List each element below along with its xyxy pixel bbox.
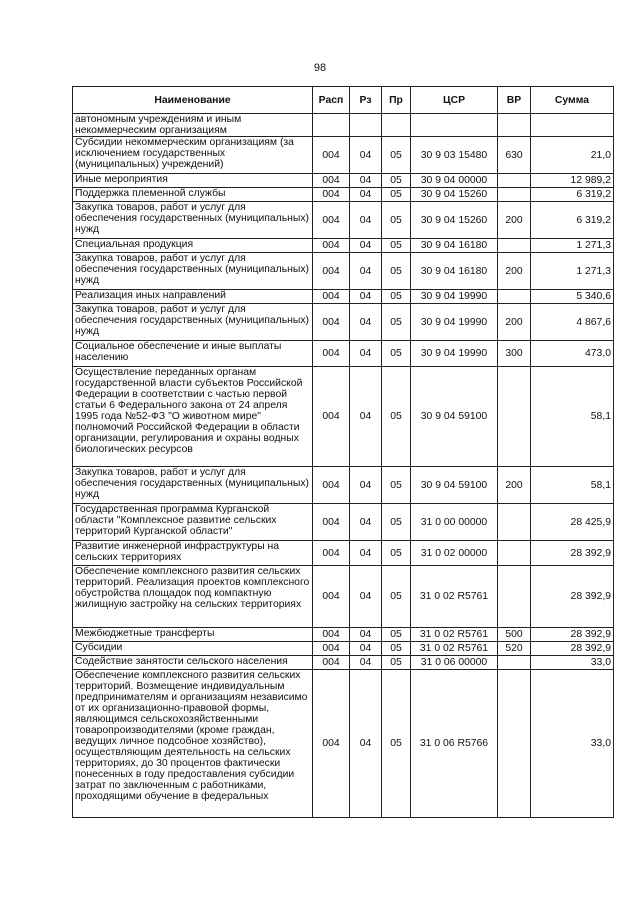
row-rz: 04 (350, 202, 382, 239)
row-rasp: 004 (313, 541, 350, 566)
row-rz: 04 (350, 290, 382, 304)
row-pr: 05 (382, 253, 411, 290)
row-rasp: 004 (313, 628, 350, 642)
row-pr: 05 (382, 341, 411, 367)
row-rz: 04 (350, 239, 382, 253)
row-rasp: 004 (313, 467, 350, 504)
row-csr: 30 9 04 59100 (411, 367, 498, 467)
row-rasp: 004 (313, 566, 350, 628)
header-rasp: Расп (313, 87, 350, 114)
row-sum: 28 392,9 (531, 566, 614, 628)
row-csr: 31 0 02 R5761 (411, 628, 498, 642)
table-row (73, 239, 614, 253)
row-rz: 04 (350, 467, 382, 504)
row-name: Обеспечение комплексного развития сельских территорий. Возмещение индивидуальным предпринимателям и организациям независимо от их организационно-правовой формы, являющимся сельскохозяйственными товаропроизводителями (кроме граждан, ведущих личное подсобное хозяйство), осуществляющим деятельность на сельских территориях, до 30 процентов фактически понесенных в году предоставления субсидии затрат по заключенным с работниками, проходящими обучение в федеральных (73, 670, 313, 818)
row-name: Поддержка племенной службы (73, 188, 313, 202)
row-name: Субсидии (73, 642, 313, 656)
header-sum: Сумма (531, 87, 614, 114)
row-rasp: 004 (313, 290, 350, 304)
row-rz: 04 (350, 504, 382, 541)
row-pr: 05 (382, 541, 411, 566)
row-name: Закупка товаров, работ и услуг для обеспечения государственных (муниципальных) нужд (73, 304, 313, 341)
row-sum: 1 271,3 (531, 253, 614, 290)
row-pr: 05 (382, 628, 411, 642)
row-name: Закупка товаров, работ и услуг для обеспечения государственных (муниципальных) нужд (73, 253, 313, 290)
row-sum: 58,1 (531, 467, 614, 504)
row-rasp: 004 (313, 239, 350, 253)
row-pr: 05 (382, 239, 411, 253)
header-rz: Рз (350, 87, 382, 114)
row-rz: 04 (350, 642, 382, 656)
row-vr (498, 670, 531, 818)
row-pr: 05 (382, 202, 411, 239)
row-sum: 28 392,9 (531, 642, 614, 656)
row-csr: 31 0 00 00000 (411, 504, 498, 541)
row-csr: 31 0 06 R5766 (411, 670, 498, 818)
row-rz: 04 (350, 628, 382, 642)
row-pr: 05 (382, 367, 411, 467)
row-pr: 05 (382, 566, 411, 628)
row-rasp: 004 (313, 304, 350, 341)
row-name: Межбюджетные трансферты (73, 628, 313, 642)
row-rz: 04 (350, 188, 382, 202)
row-sum: 21,0 (531, 137, 614, 174)
row-name: автономным учреждениям и иным некоммерческим организациям (73, 114, 313, 137)
row-sum: 6 319,2 (531, 202, 614, 239)
row-vr (498, 566, 531, 628)
row-sum: 5 340,6 (531, 290, 614, 304)
row-name: Реализация иных направлений (73, 290, 313, 304)
row-sum: 33,0 (531, 670, 614, 818)
table-row (73, 114, 614, 137)
row-sum: 473,0 (531, 341, 614, 367)
row-csr: 30 9 04 16180 (411, 239, 498, 253)
row-csr: 30 9 04 15260 (411, 188, 498, 202)
row-vr (498, 290, 531, 304)
row-sum: 6 319,2 (531, 188, 614, 202)
row-sum: 28 392,9 (531, 541, 614, 566)
table-header-row (73, 87, 614, 114)
table-row (73, 656, 614, 670)
row-csr: 30 9 04 00000 (411, 174, 498, 188)
row-csr: 31 0 02 00000 (411, 541, 498, 566)
row-name: Социальное обеспечение и иные выплаты населению (73, 341, 313, 367)
row-sum: 12 989,2 (531, 174, 614, 188)
row-rz: 04 (350, 137, 382, 174)
row-rasp (313, 114, 350, 137)
row-vr: 200 (498, 253, 531, 290)
row-name: Государственная программа Курганской области "Комплексное развитие сельских территорий Курганской области" (73, 504, 313, 541)
table-row (73, 467, 614, 504)
header-pr: Пр (382, 87, 411, 114)
row-rz: 04 (350, 253, 382, 290)
row-rasp: 004 (313, 367, 350, 467)
row-pr: 05 (382, 137, 411, 174)
row-csr: 31 0 02 R5761 (411, 642, 498, 656)
table-row (73, 504, 614, 541)
row-rasp: 004 (313, 253, 350, 290)
header-name: Наименование (73, 87, 313, 114)
row-sum: 1 271,3 (531, 239, 614, 253)
row-pr: 05 (382, 290, 411, 304)
row-vr: 500 (498, 628, 531, 642)
table-row (73, 670, 614, 818)
row-pr: 05 (382, 174, 411, 188)
table-row (73, 202, 614, 239)
row-csr: 30 9 04 16180 (411, 253, 498, 290)
row-name: Закупка товаров, работ и услуг для обеспечения государственных (муниципальных) нужд (73, 467, 313, 504)
row-sum: 33,0 (531, 656, 614, 670)
row-csr: 30 9 04 19990 (411, 341, 498, 367)
row-vr: 200 (498, 202, 531, 239)
row-vr: 630 (498, 137, 531, 174)
table-row (73, 566, 614, 628)
row-name: Развитие инженерной инфраструктуры на сельских территориях (73, 541, 313, 566)
row-rasp: 004 (313, 174, 350, 188)
row-pr: 05 (382, 504, 411, 541)
header-csr: ЦСР (411, 87, 498, 114)
row-vr: 200 (498, 467, 531, 504)
table-row (73, 541, 614, 566)
row-rasp: 004 (313, 504, 350, 541)
table-row (73, 188, 614, 202)
table-row (73, 137, 614, 174)
row-vr: 200 (498, 304, 531, 341)
header-vr: ВР (498, 87, 531, 114)
row-rasp: 004 (313, 642, 350, 656)
row-vr (498, 188, 531, 202)
row-name: Обеспечение комплексного развития сельских территорий. Реализация проектов комплексного обустройства площадок под компактную жилищную застройку на сельских территориях (73, 566, 313, 628)
row-name: Содействие занятости сельского населения (73, 656, 313, 670)
row-vr (498, 656, 531, 670)
row-csr: 31 0 02 R5761 (411, 566, 498, 628)
row-pr: 05 (382, 188, 411, 202)
row-rz: 04 (350, 367, 382, 467)
row-pr: 05 (382, 670, 411, 818)
table-row (73, 367, 614, 467)
row-rz (350, 114, 382, 137)
row-csr: 31 0 06 00000 (411, 656, 498, 670)
row-rz: 04 (350, 341, 382, 367)
row-rz: 04 (350, 656, 382, 670)
row-sum: 58,1 (531, 367, 614, 467)
row-sum: 28 392,9 (531, 628, 614, 642)
row-sum: 4 867,6 (531, 304, 614, 341)
row-vr (498, 367, 531, 467)
row-rasp: 004 (313, 202, 350, 239)
row-vr (498, 239, 531, 253)
budget-table (72, 86, 614, 818)
row-sum: 28 425,9 (531, 504, 614, 541)
row-rz: 04 (350, 304, 382, 341)
row-name: Субсидии некоммерческим организациям (за исключением государственных (муниципальных) учреждений) (73, 137, 313, 174)
row-vr (498, 114, 531, 137)
row-rasp: 004 (313, 188, 350, 202)
row-pr: 05 (382, 467, 411, 504)
row-pr: 05 (382, 642, 411, 656)
row-rz: 04 (350, 541, 382, 566)
row-csr: 30 9 04 59100 (411, 467, 498, 504)
row-pr: 05 (382, 304, 411, 341)
row-vr (498, 541, 531, 566)
table-row (73, 253, 614, 290)
row-vr (498, 174, 531, 188)
row-csr: 30 9 04 15260 (411, 202, 498, 239)
row-vr: 520 (498, 642, 531, 656)
row-csr: 30 9 04 19990 (411, 304, 498, 341)
table-row (73, 642, 614, 656)
row-rasp: 004 (313, 137, 350, 174)
row-csr: 30 9 03 15480 (411, 137, 498, 174)
table-row (73, 174, 614, 188)
row-vr: 300 (498, 341, 531, 367)
row-rasp: 004 (313, 656, 350, 670)
row-name: Закупка товаров, работ и услуг для обеспечения государственных (муниципальных) нужд (73, 202, 313, 239)
page-number: 98 (313, 62, 327, 74)
row-pr (382, 114, 411, 137)
table-row (73, 304, 614, 341)
table-row (73, 290, 614, 304)
row-rz: 04 (350, 174, 382, 188)
row-csr: 30 9 04 19990 (411, 290, 498, 304)
row-rz: 04 (350, 566, 382, 628)
row-vr (498, 504, 531, 541)
row-rasp: 004 (313, 670, 350, 818)
row-rz: 04 (350, 670, 382, 818)
table-row (73, 628, 614, 642)
row-sum (531, 114, 614, 137)
row-pr: 05 (382, 656, 411, 670)
row-name: Иные мероприятия (73, 174, 313, 188)
row-rasp: 004 (313, 341, 350, 367)
row-name: Специальная продукция (73, 239, 313, 253)
table-row (73, 341, 614, 367)
row-csr (411, 114, 498, 137)
row-name: Осуществление переданных органам государственной власти субъектов Российской Федерации в соответствии с частью первой статьи 6 Федерального закона от 24 апреля 1995 года №52-ФЗ "О животном мире" полномочий Российской Федерации в области организации, регулирования и охраны водных биологических ресурсов (73, 367, 313, 467)
